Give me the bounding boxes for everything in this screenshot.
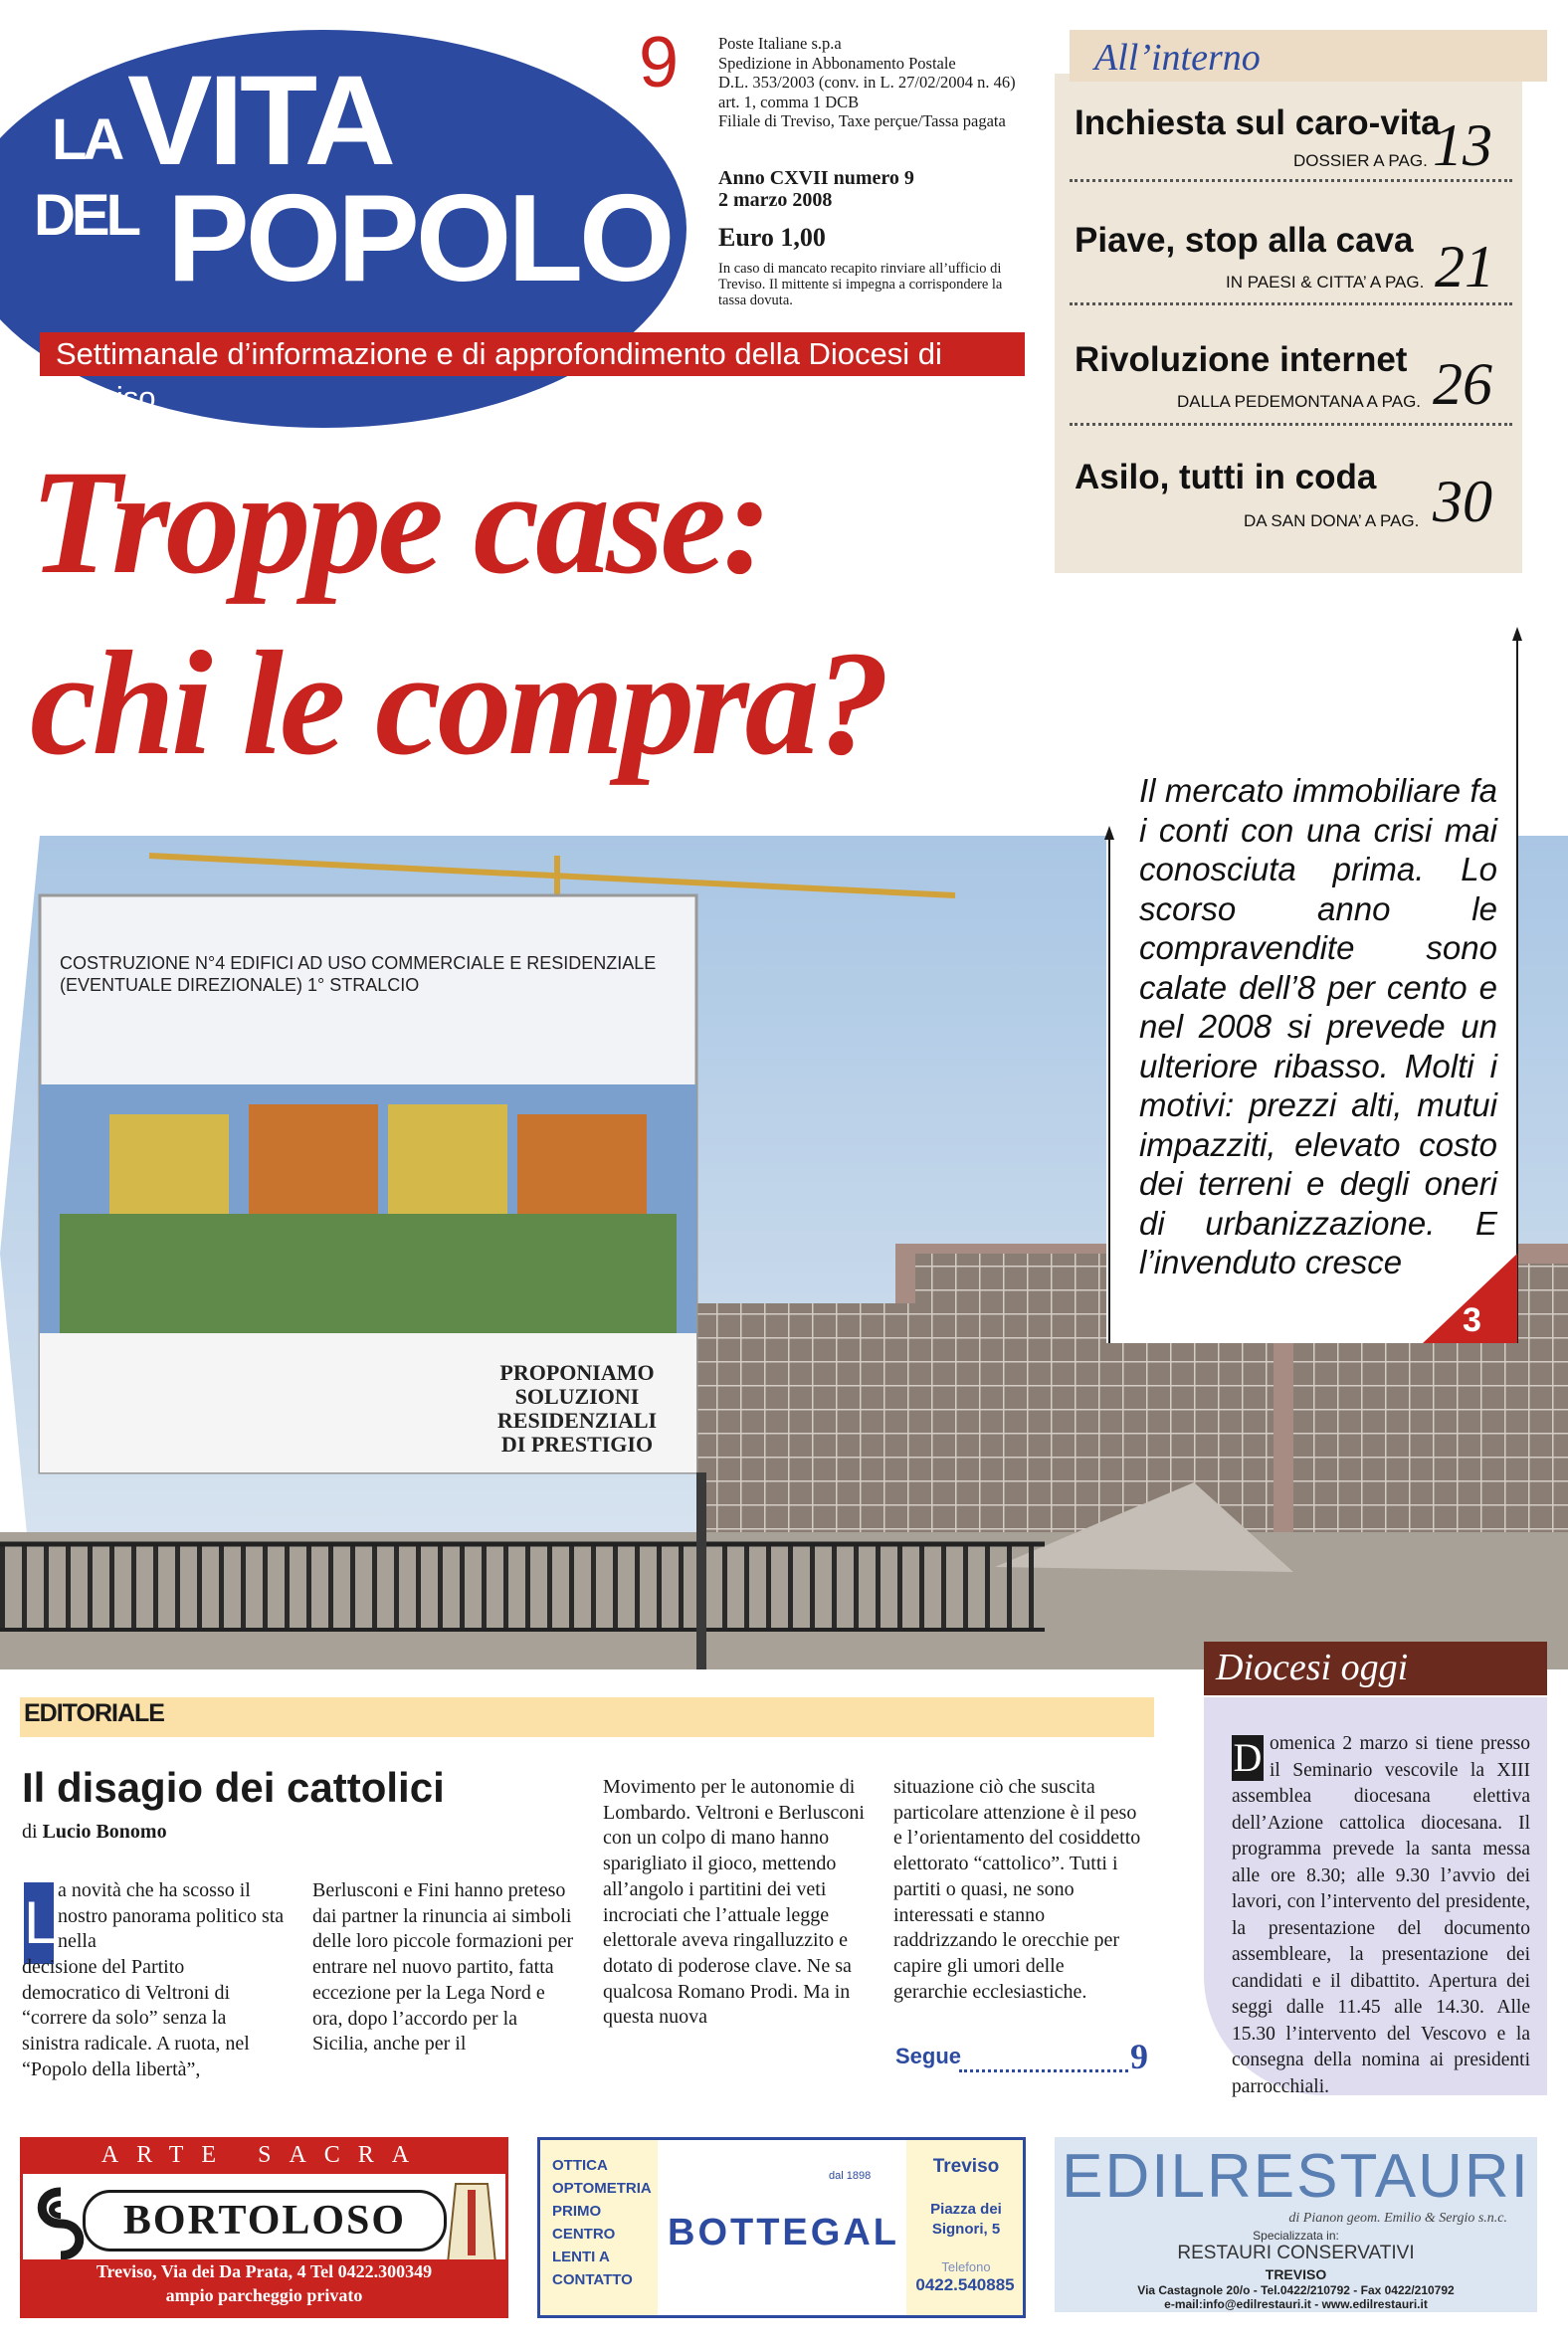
ad-bottegal-since: dal 1898 <box>829 2170 872 2182</box>
index-item-title[interactable]: Rivoluzione internet <box>1075 340 1408 379</box>
editorial-bar <box>20 1697 1154 1737</box>
ad-bortoloso[interactable] <box>20 2137 508 2318</box>
headline-line2: chi le compra? <box>30 621 886 786</box>
ad-bottegal[interactable] <box>537 2137 1026 2318</box>
ad-edilrestauri-city: TREVISO <box>1265 2266 1327 2282</box>
index-item-sub: IN PAESI & CITTA’ A PAG. <box>1226 273 1425 292</box>
price: Euro 1,00 <box>718 223 826 252</box>
index-item-title[interactable]: Inchiesta sul caro-vita <box>1075 103 1441 142</box>
ad-bortoloso-parking: ampio parcheggio privato <box>165 2285 363 2305</box>
postal-info: Poste Italiane s.p.a Spedizione in Abbonamento Postale D.L. 353/2003 (conv. in L. 27/02/2004 n. 46) art. 1, comma 1 DCB Filiale di Treviso, Taxe perçue/Tassa pagata <box>718 34 1016 130</box>
masthead-del: DEL <box>34 183 137 248</box>
index-divider <box>1070 179 1512 182</box>
index-item-title[interactable]: Piave, stop alla cava <box>1075 221 1414 260</box>
ad-bottegal-phone: 0422.540885 <box>915 2275 1015 2294</box>
summary-page-ref[interactable]: 3 <box>1463 1301 1481 1339</box>
ad-bottegal-city: Treviso <box>932 2156 1000 2177</box>
editorial-col3: Movimento per le autonomie di Lombardo. Veltroni e Berlusconi con un colpo di mano hanno sparigliato il gioco, mettendo all’angolo i partitini dei veti incrociati che l’attuale legge elettorale aveva ringalluzzito e dotato di poderose clave. Ne sa qualcosa Romano Prodi. Ma in questa nuova <box>603 1776 865 2029</box>
headline-line1: Troppe case: <box>30 440 768 605</box>
ad-bottegal-services: OTTICA OPTOMETRIA PRIMO CENTRO LENTI A CONTATTO <box>552 2157 652 2288</box>
editorial-dropcap: L <box>24 1882 54 1964</box>
vestment-icon <box>446 2180 497 2265</box>
index-item-title[interactable]: Asilo, tutti in coda <box>1075 458 1377 496</box>
index-item-page: 21 <box>1435 234 1494 299</box>
editorial-col4: situazione ciò che suscita particolare attenzione è il peso e l’orientamento del cosiddetto elettorato “cattolico”. Tutti i partiti o quasi, ne sono interessati e stanno raddrizzando le orecchie per capire gli umori delle gerarchie ecclesiastiche. <box>893 1776 1141 2003</box>
segue-link[interactable]: Segue <box>895 2044 962 2068</box>
ad-edilrestauri-owner: di Pianon geom. Emilio & Sergio s.n.c. <box>1288 2211 1507 2226</box>
ad-edilrestauri-email[interactable]: e-mail:info@edilrestauri.it - www.edilrestauri.it <box>1164 2297 1428 2311</box>
billboard-slogan: PROPONIAMO SOLUZIONI RESIDENZIALI DI PRESTIGIO <box>496 1360 658 1457</box>
issue-info: Anno CXVII numero 9 2 marzo 2008 <box>718 167 914 211</box>
ad-edilrestauri-name: EDILRESTAURI <box>1062 2142 1530 2211</box>
billboard-text: COSTRUZIONE N°4 EDIFICI AD USO COMMERCIALE E RESIDENZIALE (EVENTUALE DIREZIONALE) 1° STRALCIO <box>60 953 657 995</box>
index-item-sub: DALLA PEDEMONTANA A PAG. <box>1177 392 1422 411</box>
ad-edilrestauri-spec: Specializzata in: <box>1253 2229 1339 2243</box>
editorial-col2: Berlusconi e Fini hanno preteso dai partner la rinuncia ai simboli delle loro piccole formazioni per entrare nel nuovo partito, fatta eccezione per la Lega Nord e ora, dopo l’accordo per la Sicilia, anche per il <box>312 1879 574 2056</box>
segue-divider <box>959 2069 1128 2072</box>
editorial-byline: di Lucio Bonomo <box>22 1821 167 1843</box>
index-item-page: 13 <box>1433 112 1492 178</box>
diocesi-title: Diocesi oggi <box>1216 1647 1409 1688</box>
ad-edilrestauri[interactable] <box>1055 2137 1537 2312</box>
issue-number: 9 <box>639 23 680 102</box>
ad-edilrestauri-service: RESTAURI CONSERVATIVI <box>1177 2243 1415 2263</box>
index-title: All’interno <box>1094 37 1261 79</box>
index-item-sub: DOSSIER A PAG. <box>1293 151 1428 170</box>
index-divider <box>1070 302 1512 305</box>
index-item-page: 26 <box>1433 351 1492 417</box>
masthead-vita: VITA <box>127 50 393 192</box>
masthead-la: LA <box>52 107 121 172</box>
ad-bortoloso-top: ARTE SACRA <box>100 2142 428 2168</box>
masthead-popolo: POPOLO <box>167 170 672 307</box>
editorial-label: EDITORIALE <box>24 1699 164 1727</box>
diocesi-text: D omenica 2 marzo si tiene presso il Seminario vescovile la XIII assemblea diocesana elettiva dell’Azione cattolica diocesana. Il programma prevede la santa messa alle ore 8.30; alle 9.30 l’avvio dei lavori, con l’intervento del presidente, la presentazione del documento assembleare, la presentazione dei candidati e il dibattito. Apertura dei seggi dalle 11.45 alle 14.30. Alle 15.30 l’intervento del Vescovo e la consegna della nomina ai presidenti parrocchiali. <box>1232 1733 1530 2097</box>
ad-bortoloso-name: BORTOLOSO <box>83 2190 447 2252</box>
editorial-col1-start: a novità che ha scosso il nostro panorama politico sta nella <box>58 1879 285 1953</box>
bortoloso-logo-icon <box>31 2184 91 2263</box>
ad-bottegal-address: Piazza dei Signori, 5 <box>930 2201 1002 2238</box>
ad-edilrestauri-address: Via Castagnole 20/o - Tel.0422/210792 - Fax 0422/210792 <box>1137 2283 1455 2297</box>
article-summary: Il mercato immobiliare fa i conti con una crisi mai conosciuta prima. Lo scorso anno le compravendite sono calate dell’8 per cento e nel 2008 si prevede un ulteriore ribasso. Molti i motivi: prezzi alti, mutui impazziti, elevato costo dei terreni e degli oneri di urbanizzazione. E l’invenduto cresce <box>1139 772 1497 1280</box>
ad-bottegal-phone-label: Telefono <box>941 2259 991 2274</box>
editorial-col1: decisione del Partito democratico di Veltroni di “correre da solo” senza la sinistra radicale. A ruota, nel “Popolo della libertà”, <box>22 1956 250 2080</box>
editorial-title: Il disagio dei cattolici <box>22 1764 445 1811</box>
return-notice: In caso di mancato recapito rinviare all’ufficio di Treviso. Il mittente si impegna a corrispondere la tassa dovuta. <box>718 261 1003 308</box>
segue-page[interactable]: 9 <box>1130 2037 1148 2076</box>
diocesi-dropcap: D <box>1233 1735 1263 1780</box>
index-divider <box>1070 423 1512 426</box>
masthead-tagline: Settimanale d’informazione e di approfondimento della Diocesi di Treviso <box>40 332 1025 376</box>
ad-bottegal-name: BOTTEGAL <box>668 2212 899 2253</box>
index-item-page: 30 <box>1433 469 1492 534</box>
index-item-sub: DA SAN DONA’ A PAG. <box>1244 511 1420 530</box>
ad-bortoloso-address: Treviso, Via dei Da Prata, 4 Tel 0422.300349 <box>96 2261 433 2281</box>
